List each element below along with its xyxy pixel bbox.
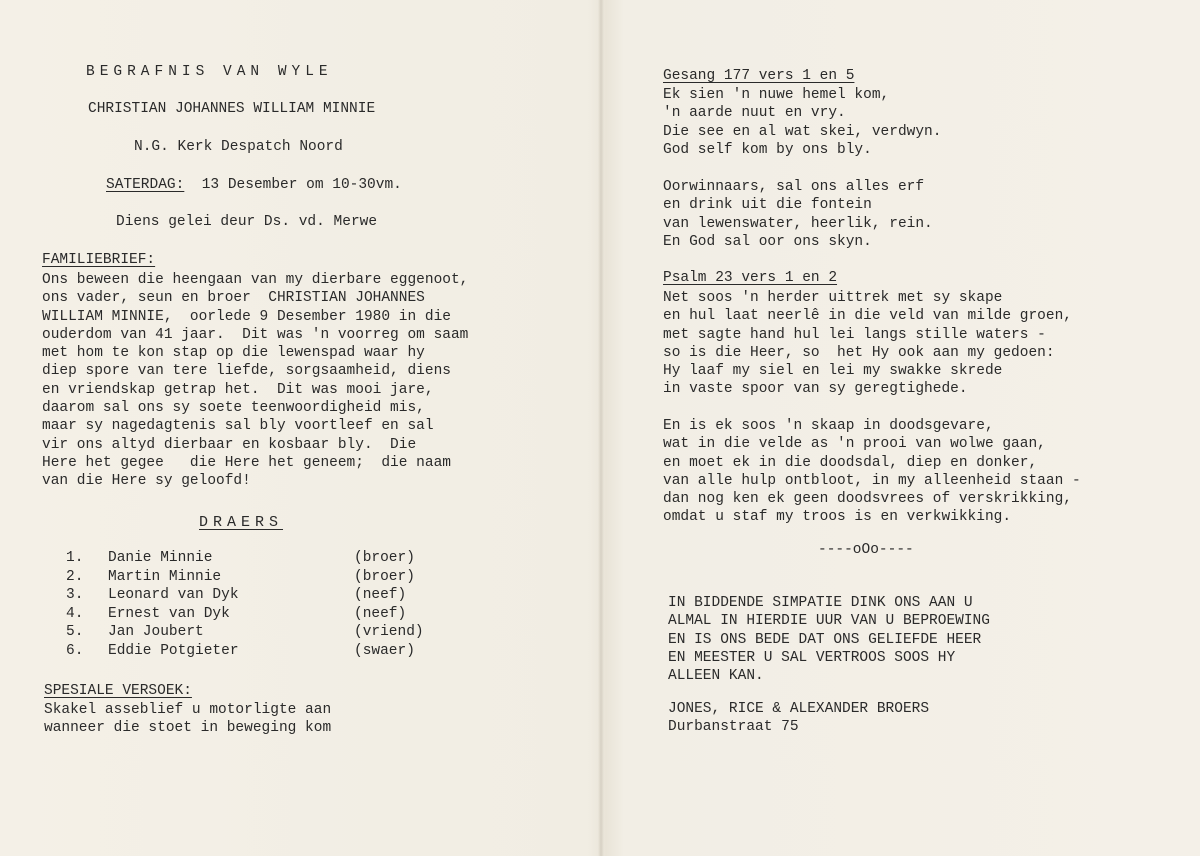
hymn-line: Die see en al wat skei, verdwyn. xyxy=(663,123,942,140)
hymn-line: Oorwinnaars, sal ons alles erf xyxy=(663,179,925,195)
psalm-stanza-2 xyxy=(663,417,1081,527)
section-divider: ----oOo---- xyxy=(818,542,914,558)
undertaker-address: Durbanstraat 75 xyxy=(668,719,799,736)
church-name: N.G. Kerk Despatch Noord xyxy=(134,139,343,155)
sympathy-line: EN IS ONS BEDE DAT ONS GELIEFDE HEER xyxy=(668,631,982,648)
family-letter-line: van die Here sy geloofd! xyxy=(42,473,251,490)
bearers-list xyxy=(66,550,424,662)
hymn-stanza-1 xyxy=(663,86,941,159)
psalm-line: van alle hulp ontbloot, in my alleenheid staan - xyxy=(663,472,1081,489)
bearer-relation: (broer) xyxy=(354,568,415,585)
bearer-name: Danie Minnie xyxy=(108,550,213,566)
deceased-name: CHRISTIAN JOHANNES WILLIAM MINNIE xyxy=(88,101,376,117)
family-letter-line: WILLIAM MINNIE, oorlede 9 Desember 1980 in die xyxy=(42,308,451,325)
bearer-number: 3. xyxy=(66,587,84,604)
hymn-line: 'n aarde nuut en vry. xyxy=(663,105,846,122)
sympathy-line: EN MEESTER U SAL VERTROOS SOOS HY xyxy=(668,649,956,666)
family-letter-line: diep spore van tere liefde, sorgsaamheid, diens xyxy=(42,363,451,380)
hymn-line: En God sal oor ons skyn. xyxy=(663,233,872,250)
family-letter-line: ons vader, seun en broer CHRISTIAN JOHANNES xyxy=(42,290,425,307)
family-letter-line: daarom sal ons sy soete teenwoordigheid mis, xyxy=(42,400,425,417)
special-request-line: wanneer die stoet in beweging kom xyxy=(44,720,332,737)
psalm-line: Hy laaf my siel en lei my swakke skrede xyxy=(663,363,1003,380)
bearer-number: 2. xyxy=(66,568,84,585)
psalm-line: met sagte hand hul lei langs stille waters - xyxy=(663,326,1046,343)
bearer-row xyxy=(66,550,424,569)
hymn-stanza-2 xyxy=(663,178,933,251)
bearer-row xyxy=(66,587,424,606)
service-leader: Diens gelei deur Ds. vd. Merwe xyxy=(116,214,378,230)
psalm-heading: Psalm 23 vers 1 en 2 xyxy=(663,270,838,286)
undertaker-name: JONES, RICE & ALEXANDER BROERS xyxy=(668,701,930,717)
bearer-number: 5. xyxy=(66,624,84,641)
psalm-line: wat in die velde as 'n prooi van wolwe gaan, xyxy=(663,436,1046,453)
family-letter-body xyxy=(42,271,468,491)
psalm-line: omdat u staf my troos is en verkwikking. xyxy=(663,509,1012,526)
hymn-line: van lewenswater, heerlik, rein. xyxy=(663,215,933,232)
bearer-relation: (neef) xyxy=(354,605,407,622)
bearer-relation: (broer) xyxy=(354,550,415,566)
sympathy-message xyxy=(668,594,990,685)
date-label: SATERDAG: xyxy=(106,177,185,193)
hymn-line: Ek sien 'n nuwe hemel kom, xyxy=(663,87,890,103)
date-value: 13 Desember om 10-30vm. xyxy=(201,177,402,193)
bearer-row xyxy=(66,624,424,643)
family-letter-line: en vriendskap getrap het. Dit was mooi jare, xyxy=(42,381,434,398)
service-date xyxy=(106,177,402,193)
bearer-number: 4. xyxy=(66,605,84,622)
bearer-relation: (neef) xyxy=(354,587,407,604)
sympathy-line: ALLEEN KAN. xyxy=(668,668,764,685)
psalm-line: Net soos 'n herder uittrek met sy skape xyxy=(663,290,1003,306)
family-letter-line: maar sy nagedagtenis sal bly voortleef en sal xyxy=(42,418,434,435)
bearers-heading: DRAERS xyxy=(199,514,284,531)
hymn-line: en drink uit die fontein xyxy=(663,197,872,214)
bearer-name: Ernest van Dyk xyxy=(108,605,230,622)
page-fold xyxy=(598,0,604,856)
undertaker-block xyxy=(668,700,929,737)
bearer-relation: (vriend) xyxy=(354,624,424,641)
family-letter-line: met hom te kon stap op die lewenspad waar hy xyxy=(42,345,425,362)
bearer-name: Leonard van Dyk xyxy=(108,587,239,604)
bearer-name: Jan Joubert xyxy=(108,624,204,641)
bearer-relation: (swaer) xyxy=(354,642,415,659)
psalm-line: in vaste spoor van sy geregtighede. xyxy=(663,381,968,398)
family-letter-heading: FAMILIEBRIEF: xyxy=(42,252,156,268)
psalm-line: En is ek soos 'n skaap in doodsgevare, xyxy=(663,418,994,434)
special-request-line: Skakel asseblief u motorligte aan xyxy=(44,702,332,718)
psalm-stanza-1 xyxy=(663,289,1072,399)
bearer-name: Eddie Potgieter xyxy=(108,642,239,659)
hymn-line: God self kom by ons bly. xyxy=(663,141,872,158)
special-request-body xyxy=(44,701,331,738)
bearer-row xyxy=(66,643,424,662)
psalm-line: so is die Heer, so het Hy ook aan my gedoen: xyxy=(663,344,1055,361)
bearer-row xyxy=(66,606,424,625)
psalm-line: en moet ek in die doodsdal, diep en donker, xyxy=(663,454,1038,471)
family-letter-line: ouderdom van 41 jaar. Dit was 'n voorreg om saam xyxy=(42,326,469,343)
bearer-row xyxy=(66,569,424,588)
family-letter-line: vir ons altyd dierbaar en kosbaar bly. Die xyxy=(42,436,417,453)
psalm-line: dan nog ken ek geen doodsvrees of verskrikking, xyxy=(663,491,1072,508)
funeral-title: BEGRAFNIS VAN WYLE xyxy=(86,64,333,80)
sympathy-line: IN BIDDENDE SIMPATIE DINK ONS AAN U xyxy=(668,595,973,611)
sympathy-line: ALMAL IN HIERDIE UUR VAN U BEPROEWING xyxy=(668,613,990,630)
bearer-number: 1. xyxy=(66,550,84,566)
psalm-line: en hul laat neerlê in die veld van milde groen, xyxy=(663,308,1072,325)
family-letter-line: Here het gegee die Here het geneem; die naam xyxy=(42,454,451,471)
hymn-heading: Gesang 177 vers 1 en 5 xyxy=(663,68,855,84)
special-request-heading: SPESIALE VERSOEK: xyxy=(44,683,192,699)
family-letter-line: Ons beween die heengaan van my dierbare eggenoot, xyxy=(42,272,469,288)
bearer-name: Martin Minnie xyxy=(108,568,222,585)
bearer-number: 6. xyxy=(66,642,84,659)
